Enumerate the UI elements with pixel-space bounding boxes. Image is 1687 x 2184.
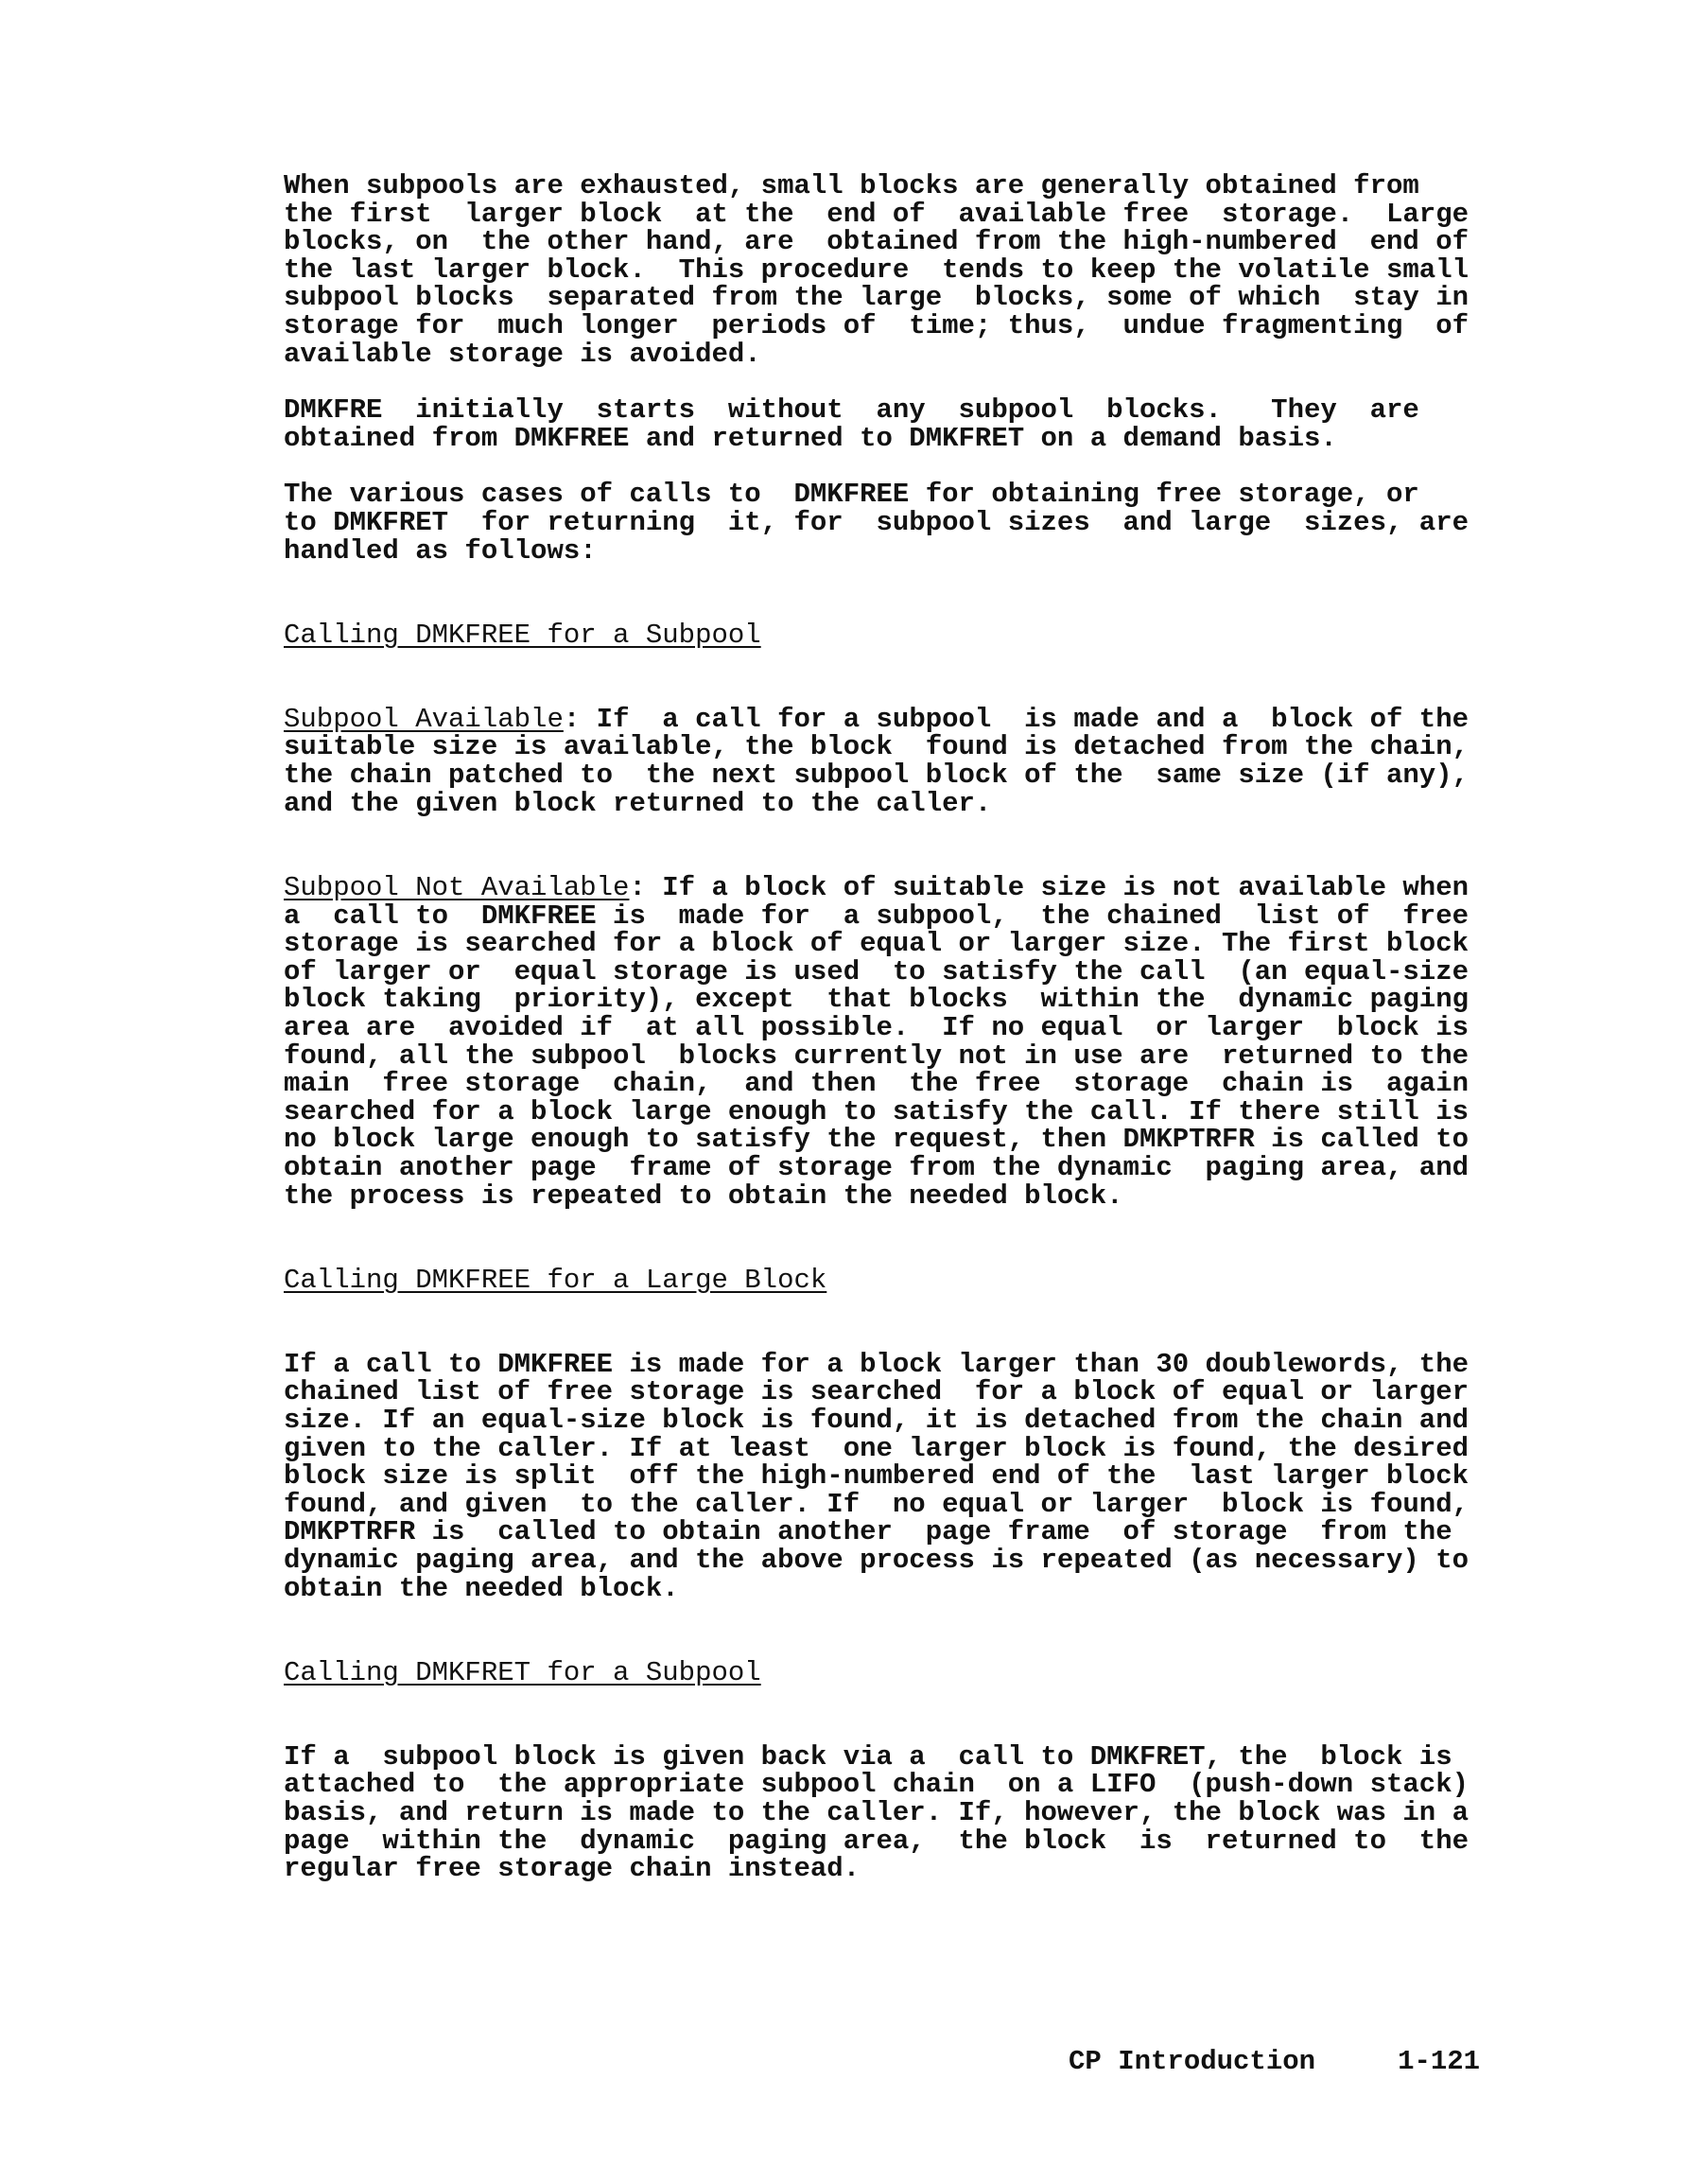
paragraph-cases: The various cases of calls to DMKFREE for obtaining free storage, or to DMKFRET for returning it, for subpool sizes and large sizes, are handled as follows:	[284, 479, 1470, 567]
subsection-label-subpool-available: Subpool Available	[284, 703, 564, 735]
footer-title: CP Introduction	[1069, 2046, 1316, 2077]
paragraph-dmkfre-start: DMKFRE initially starts without any subpool blocks. They are obtained from DMKFREE and returned to DMKFRET on a demand basis.	[284, 394, 1419, 454]
paragraph-subpool-not-available	[284, 874, 1475, 1210]
paragraph-dmkfret-subpool: If a subpool block is given back via a call to DMKFRET, the block is attached to the appropriate subpool chain on a LIFO (push-down stack) basis, and return is made to the caller. If, however, the block was in a page within the dynamic paging area, the block is returned to the regular free storage chain instead.	[284, 1740, 1470, 1885]
subsection-text-subpool-available: : If a call for a subpool is made and a block of the suitable size is available, the block found is detached from the chain, the chain patched to the next subpool block of the same size (if any), and the given block returned to the caller.	[284, 703, 1470, 819]
page-number: 1-121	[1398, 2046, 1481, 2077]
paragraph-intro: When subpools are exhausted, small blocks are generally obtained from the first larger block at the end of available free storage. Large blocks, on the other hand, are obtained from the high-numbered end of the last larger block. This procedure tends to keep the volatile small subpool blocks separated from the large blocks, some of which stay in storage for much longer periods of time; thus, undue fragmenting of available storage is avoided.	[284, 170, 1470, 370]
page-footer	[1069, 2046, 1480, 2077]
subsection-label-subpool-not-available: Subpool Not Available	[284, 872, 630, 904]
section-heading-dmkfree-subpool: Calling DMKFREE for a Subpool	[284, 620, 761, 652]
section-heading-dmkfree-large-block: Calling DMKFREE for a Large Block	[284, 1265, 827, 1297]
paragraph-subpool-available	[284, 703, 1475, 819]
section-heading-dmkfret-subpool: Calling DMKFRET for a Subpool	[284, 1657, 761, 1689]
paragraph-large-block: If a call to DMKFREE is made for a block larger than 30 doublewords, the chained list of free storage is searched for a block of equal or larger size. If an equal-size block is found, it is detached from the chain and given to the caller. If at least one larger block is found, the desired block size is split off the high-numbered end of the last larger block found, and given to the caller. If no equal or larger block is found, DMKPTRFR is called to obtain another page frame of storage from the dynamic paging area, and the above process is repeated (as necessary) to obtain the needed block.	[284, 1348, 1470, 1604]
page-body	[284, 172, 1475, 1883]
subsection-text-subpool-not-available: : If a block of suitable size is not available when a call to DMKFREE is made for a subpool, the chained list of free storage is searched for a block of equal or larger size. The first block of larger or equal storage is used to satisfy the call (an equal-size block taking priority), except that blocks within the dynamic paging area are avoided if at all possible. If no equal or larger block is found, all the subpool blocks currently not in use are returned to the main free storage chain, and then the free storage chain is again searched for a block large enough to satisfy the call. If there still is no block large enough to satisfy the request, then DMKPTRFR is called to obtain another page frame of storage from the dynamic paging area, and the process is repeated to obtain the needed block.	[284, 872, 1470, 1212]
